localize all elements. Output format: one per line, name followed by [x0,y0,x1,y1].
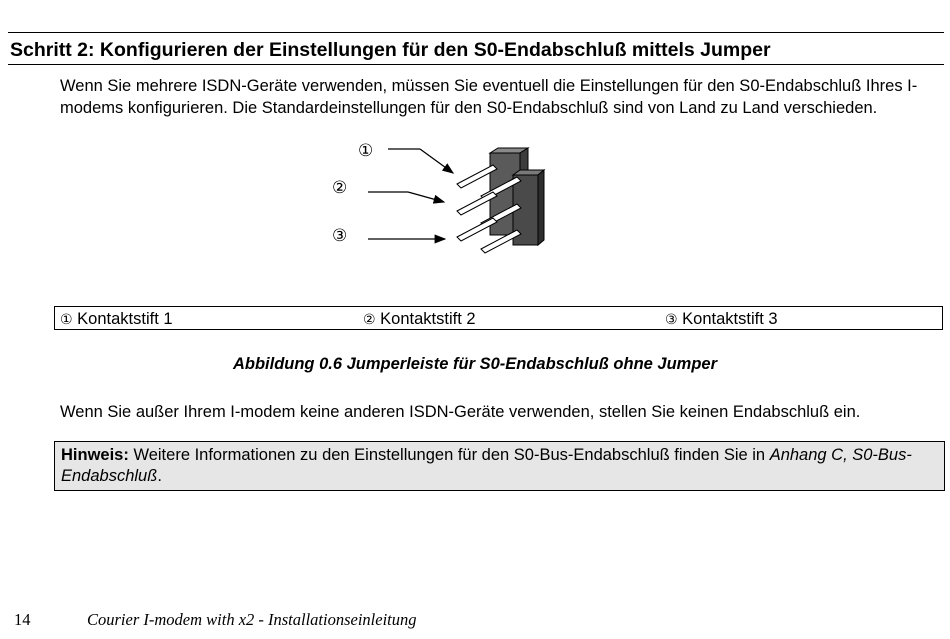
header-block-front-side [538,170,544,245]
legend-label-1: Kontaktstift 1 [77,310,173,328]
legend-item-2 [363,308,476,331]
footer-page-number: 14 [14,610,31,629]
section-heading: Schritt 2: Konfigurieren der Einstellungen für den S0-Endabschluß mittels Jumper [10,39,771,61]
legend-mark-1: ① [60,312,73,328]
pin-legend [54,306,943,330]
figure-caption: Abbildung 0.6 Jumperleiste für S0-Endabschluß ohne Jumper [232,355,718,373]
callout-2-arrow-diagonal [408,192,444,202]
hint-end: . [157,467,162,485]
footer-title: Courier I-modem with x2 - Installationseinleitung [87,610,417,629]
hint-text: Weitere Informationen zu den Einstellungen für den S0-Bus-Endabschluß finden Sie in [128,446,770,464]
no-termination-note: Wenn Sie außer Ihrem I-modem keine anderen ISDN-Geräte verwenden, stellen Sie keinen Endabschluß ein. [60,403,861,421]
callout-1-label: ① [358,141,374,161]
top-rule [8,32,944,33]
hint-box [54,441,945,491]
legend-label-3: Kontaktstift 3 [682,310,778,328]
legend-mark-3: ③ [665,312,678,328]
jumper-header-illustration [320,135,560,265]
legend-mark-2: ② [363,312,376,328]
hint-reference: Anhang C, S0-Bus-Endabschluß [61,446,912,485]
callout-3-label: ③ [332,226,348,246]
callout-1-arrow-diagonal [420,149,453,173]
jumper-figure [320,135,560,265]
legend-item-1 [60,308,173,331]
callout-2-label: ② [332,178,348,198]
legend-item-3 [665,308,778,331]
legend-label-2: Kontaktstift 2 [380,310,476,328]
heading-rule [8,64,944,65]
hint-label: Hinweis: [61,446,129,464]
intro-paragraph: Wenn Sie mehrere ISDN-Geräte verwenden, müssen Sie eventuell die Einstellungen für den S0-Endabschluß Ihres I-modems konfigurieren. Die Standardeinstellungen für den S0-Endabschluß sind von Land zu Land verschieden. [60,77,918,117]
